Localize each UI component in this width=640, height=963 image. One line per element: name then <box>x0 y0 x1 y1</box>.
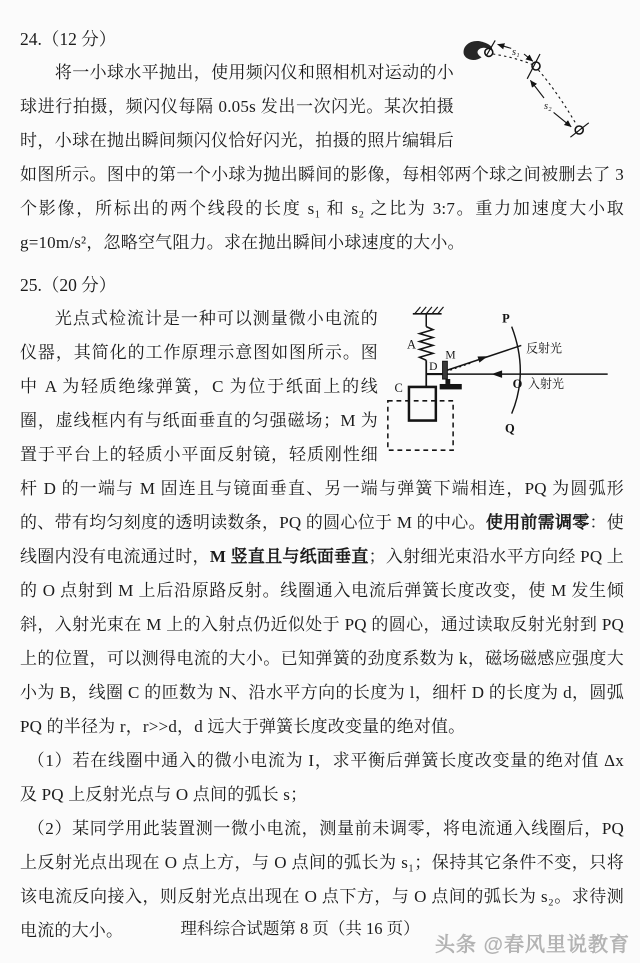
q25-figure <box>384 298 624 466</box>
q25-subquestion-2: （2）某同学用此装置测一微小电流，测量前未调零，将电流通入线圈后，PQ 上反射光点出现在 O 点上方，与 O 点间的弧长为 s₁；保持其它条件不变，只将该电流反向接入，则反射光点出现在 O 点下方，与 O 点间的弧长为 s₂。求待测电流的大小。 <box>20 819 624 940</box>
incident-light-label: 入射光 <box>528 376 564 391</box>
ceiling-hatch <box>415 307 444 314</box>
mirror-label: M <box>445 348 456 362</box>
q24-heading: 24.（12 分） <box>20 29 117 49</box>
q25-subquestion-1: （1）若在线圈中通入的微小电流为 I，求平衡后弹簧长度改变量的绝对值 Δx 及 PQ 上反射光点与 O 点间的弧长 s； <box>20 751 624 804</box>
q25-text-2: ：使线圈内没有电流通过时， <box>20 513 624 566</box>
spring-label: A <box>407 337 417 352</box>
q25-emphasis-zeroing: 使用前需调零 <box>485 513 590 532</box>
q25-emphasis-vertical: M 竖直且与纸面垂直 <box>209 547 369 566</box>
arc-p-label: P <box>502 311 510 326</box>
reflected-light-label: 反射光 <box>526 341 563 356</box>
scale-arc <box>512 327 521 414</box>
q24-projectile-diagram <box>460 38 624 158</box>
s1-arrow-left <box>498 44 512 48</box>
watermark: 头条 @春风里说教育 <box>434 934 630 956</box>
s2-arrow-down <box>554 112 572 126</box>
field-dashed-box <box>388 401 453 450</box>
reflected-arrowhead <box>478 356 488 362</box>
tick-mark <box>570 123 588 137</box>
s2-arrow-up <box>530 80 544 98</box>
q24-figure <box>460 38 624 158</box>
coil <box>409 387 436 421</box>
pedestal-stem <box>445 379 450 384</box>
rod-d-label: D <box>429 359 438 374</box>
question-24 <box>20 22 624 260</box>
incident-arrowhead <box>492 370 503 378</box>
coil-label: C <box>394 380 403 395</box>
q25-galvanometer-diagram <box>384 298 624 466</box>
mirror-normal-dotted <box>450 363 470 370</box>
s1-label: s₁ <box>512 46 520 58</box>
point-o-label: O <box>512 376 523 391</box>
pedestal-base <box>440 384 462 389</box>
mirror <box>443 361 448 379</box>
page-footer: 理科综合试题第 8 页（共 16 页） <box>180 919 420 938</box>
question-25 <box>20 268 624 948</box>
q25-text-1: 光点式检流计是一种可以测量微小电流的仪器，其简化的工作原理示意图如图所示。图中 A 为轻质绝缘弹簧，C 为位于纸面上的线圈，虚线框内有与纸面垂直的匀强磁场；M 为置于平台上的轻质小平面反射镜，轻质刚性细杆 D 的一端与 M 固连且与镜面垂直、另一端与弹簧下端相连，PQ 为圆弧形的、带有均匀刻度的透明读数条，PQ 的圆心位于 M 的中心。 <box>20 309 624 532</box>
s1-arrow-right <box>524 54 533 61</box>
s2-label: s₂ <box>544 101 552 113</box>
q24-text: 将一小球水平抛出，使用频闪仪和照相机对运动的小球进行拍摄，频闪仪每隔 0.05s 发出一次闪光。某次拍摄时，小球在抛出瞬间频闪仪恰好闪光，拍摄的照片编辑后如图所示。图中的第一个小球为抛出瞬间的影像，每相邻两个球之间被删去了 3 个影像，所标出的两个线段的长度 s₁ 和 s₂ 之比为 3:7。重力加速度大小取 g=10m/s²，忽略空气阻力。求在抛出瞬间小球速度的大小。 <box>20 63 624 252</box>
q25-text-3: ；入射细光束沿水平方向经 PQ 上的 O 点射到 M 上后沿原路反射。线圈通入电流后弹簧长度改变，使 M 发生倾斜，入射光束在 M 上的入射点仍近似处于 PQ 的圆心，通过读取反射光射到 PQ 上的位置，可以测得电流的大小。已知弹簧的劲度系数为 k，磁场磁感应强度大小为 B，线圈 C 的匝数为 N、沿水平方向的长度为 l，细杆 D 的长度为 d，圆弧 PQ 的半径为 r，r>>d，d 远大于弹簧长度改变量的绝对值。 <box>20 547 625 736</box>
spring <box>420 327 433 361</box>
q25-heading: 25.（20 分） <box>20 275 117 295</box>
arc-q-label: Q <box>504 421 515 436</box>
